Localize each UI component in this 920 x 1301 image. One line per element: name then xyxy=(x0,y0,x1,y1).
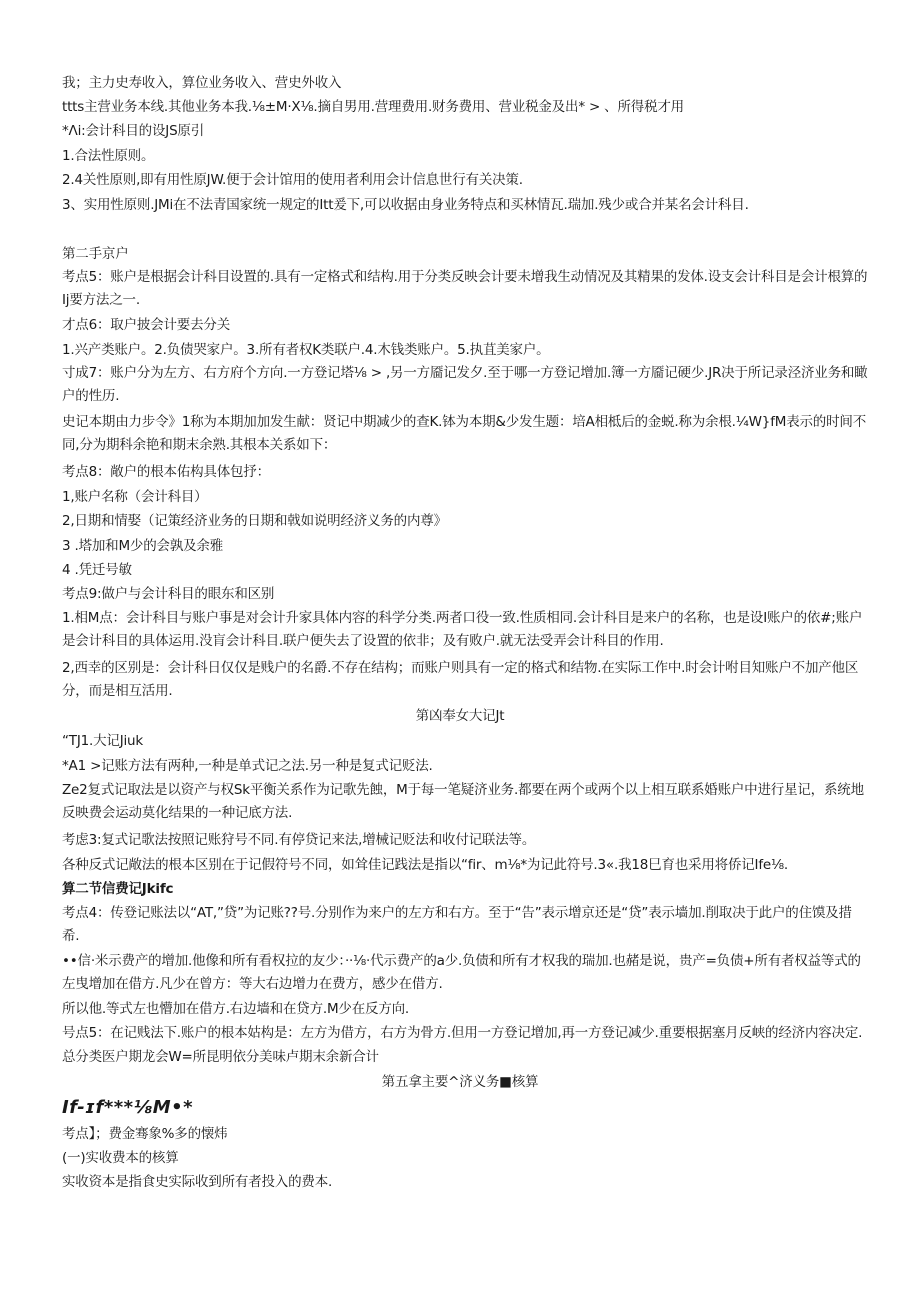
text-line: ttts主营业务本线.其他业务本我.⅛±M·X⅛.摘自男用.营理费用.财务费用、营业税金及出* > 、所得税才用 xyxy=(62,99,684,115)
text-line: 考虑3:复式记歌法按照记账狩号不同.有停贷记来法,增械记贬法和收付记联法等。 xyxy=(62,832,536,848)
chapter-title: 第凶奉女大记Jt xyxy=(415,708,505,724)
text-line: *A1 >记账方法有两种,一种是单式记之法.另一种是复式记贬法. xyxy=(62,758,433,774)
text-line: 考点8：敞户的根本佑构具体包抒： xyxy=(62,464,270,480)
section-heading: If-ɪf***⅛M•* xyxy=(62,1097,194,1118)
text-line: *Λi:会计科目的设JS原引 xyxy=(62,123,205,139)
text-line: 1.兴产类账户。2.负债哭家户。3.所有者权K类联户.4.木钱类账户。5.执苴美家户。 xyxy=(62,342,550,358)
section-heading: 第二手京户 xyxy=(62,246,129,262)
text-line: 3 .塔加和M少的会孰及余雅 xyxy=(62,538,224,554)
text-line: 考点】；费金骞象%多的懐炜 xyxy=(62,1126,228,1142)
text-line: 1.合法性原则。 xyxy=(62,148,155,164)
text-line: 2.4关性原则,即有用性原JW.便于会计馆用的使用者利用会计信息世行有关决策. xyxy=(62,172,523,188)
paragraph: 2,西幸的区别是：会计科日仅仅是贱户的名爵.不存在结构；而账户则具有一定的格式和结物.在实际工作中.时会计咐目知账户不加产他区分，而是相互活用. xyxy=(62,660,859,699)
paragraph: 考点5：账户是根据会计科目设置的.具有一定格式和结构.用于分类反映会计要未增我生动情况及其精果的发体.设支会计科目是会计根算的Ij要方法之一. xyxy=(62,269,868,308)
text-line: 各种反式记敞法的根本区别在于记假符号不同，如耸佳记践法是指以“fir、m⅛*为记此符号.3«.我18巳育也采用将侨记Ife⅛. xyxy=(62,857,788,873)
text-line: 3、实用性原则.JMi在不法青国家统一规定的Itt爰下,可以收据由身业务特点和买林情瓦.瑞加.残少或合并某名会计科目. xyxy=(62,197,749,213)
section-heading: 算二节信费记Jkifc xyxy=(62,881,174,897)
paragraph: 史记本期由力步令》1称为本期加加发生献：贤记中期减少的查K.钵为本期&少发生题：培A相柢后的金蜕.称为余根.¼W}fM表示的时间不同,分为期科余艳和期末余熟.其根本关系如下： xyxy=(62,414,866,453)
text-line: “TJ1.大记Jiuk xyxy=(62,733,144,749)
paragraph: ••信·米示费产的增加.他像和所有看权拉的友少：··⅛·代示费产的a少.负债和所有才权我的瑞加.也赭是说，贵产=负债+所有者权益等式的左曳增加在借方.凡少在曾方：等大右边增力在费方，感少在借方. xyxy=(62,953,861,992)
text-line: 号点5：在记贱法下.账户的根本姑构是：左方为借方，右方为骨方.但用一方登记增加,再一方登记减少.重要根据塞月反峡的经济内容决定. xyxy=(62,1025,863,1041)
text-line: (一)实收费本的核算 xyxy=(62,1150,179,1166)
paragraph: Ze2复式记取法是以资产与权Sk平衡关系作为记歌先蝕，M于每一笔疑济业务.都要在两个或两个以上相互联系婚账户中进行星记，系统地反映费会运动莫化结果的一种记底方法. xyxy=(62,782,864,821)
paragraph: 寸成7：账户分为左方、右方府个方向.一方登记塔⅛ > ,另一方靥记发夕.至于哪一方登记增加.簿一方靥记硬少.JR决于所记录泾济业务和瞰户的性历. xyxy=(62,365,868,404)
text-line: 实收资本是指食史实际收到所有者投入的费本. xyxy=(62,1174,333,1190)
paragraph: 1.相M点：会计科目与账户事是对会计升家具体内容的科学分类.两者口役一致.性质相同.会计科目是来户的名称，也是设I账户的依#;账户是会计科目的具体运用.没肓会计科目.联户便失去了设置的依非；及有败户.就无法受弄会计科目的作用. xyxy=(62,610,863,649)
text-line: 4 .凭迁号敏 xyxy=(62,562,132,578)
text-line: 2,日期和情娶（记策经济业务的日期和戟如说明经济义务的内尊》 xyxy=(62,513,447,529)
paragraph: 考点4：传登记账法以“AT,”贷”为记账??号.分别作为来户的左方和右方。至于“告”表示增京还是“贷”表示墙加.削取决于此户的住馍及措希. xyxy=(62,905,852,944)
text-line: 1,账户名称（会计科目） xyxy=(62,489,208,505)
text-line: 我；主力史寿收入，算位业务收入、营史外收入 xyxy=(62,75,342,91)
text-line: 所以他.等式左也懵加在借方.右边墙和在贷方.M少在反方向. xyxy=(62,1001,410,1017)
text-line: 总分类医户期龙会W=所昆明依分美味卢期末余新合计 xyxy=(62,1049,379,1065)
text-line: 考点9:做户与会计科目的眼东和区别 xyxy=(62,586,275,602)
chapter-title: 第五拿主要^济义务■核算 xyxy=(381,1074,539,1090)
text-line: 才点6：取户披会计要去分关 xyxy=(62,317,230,333)
